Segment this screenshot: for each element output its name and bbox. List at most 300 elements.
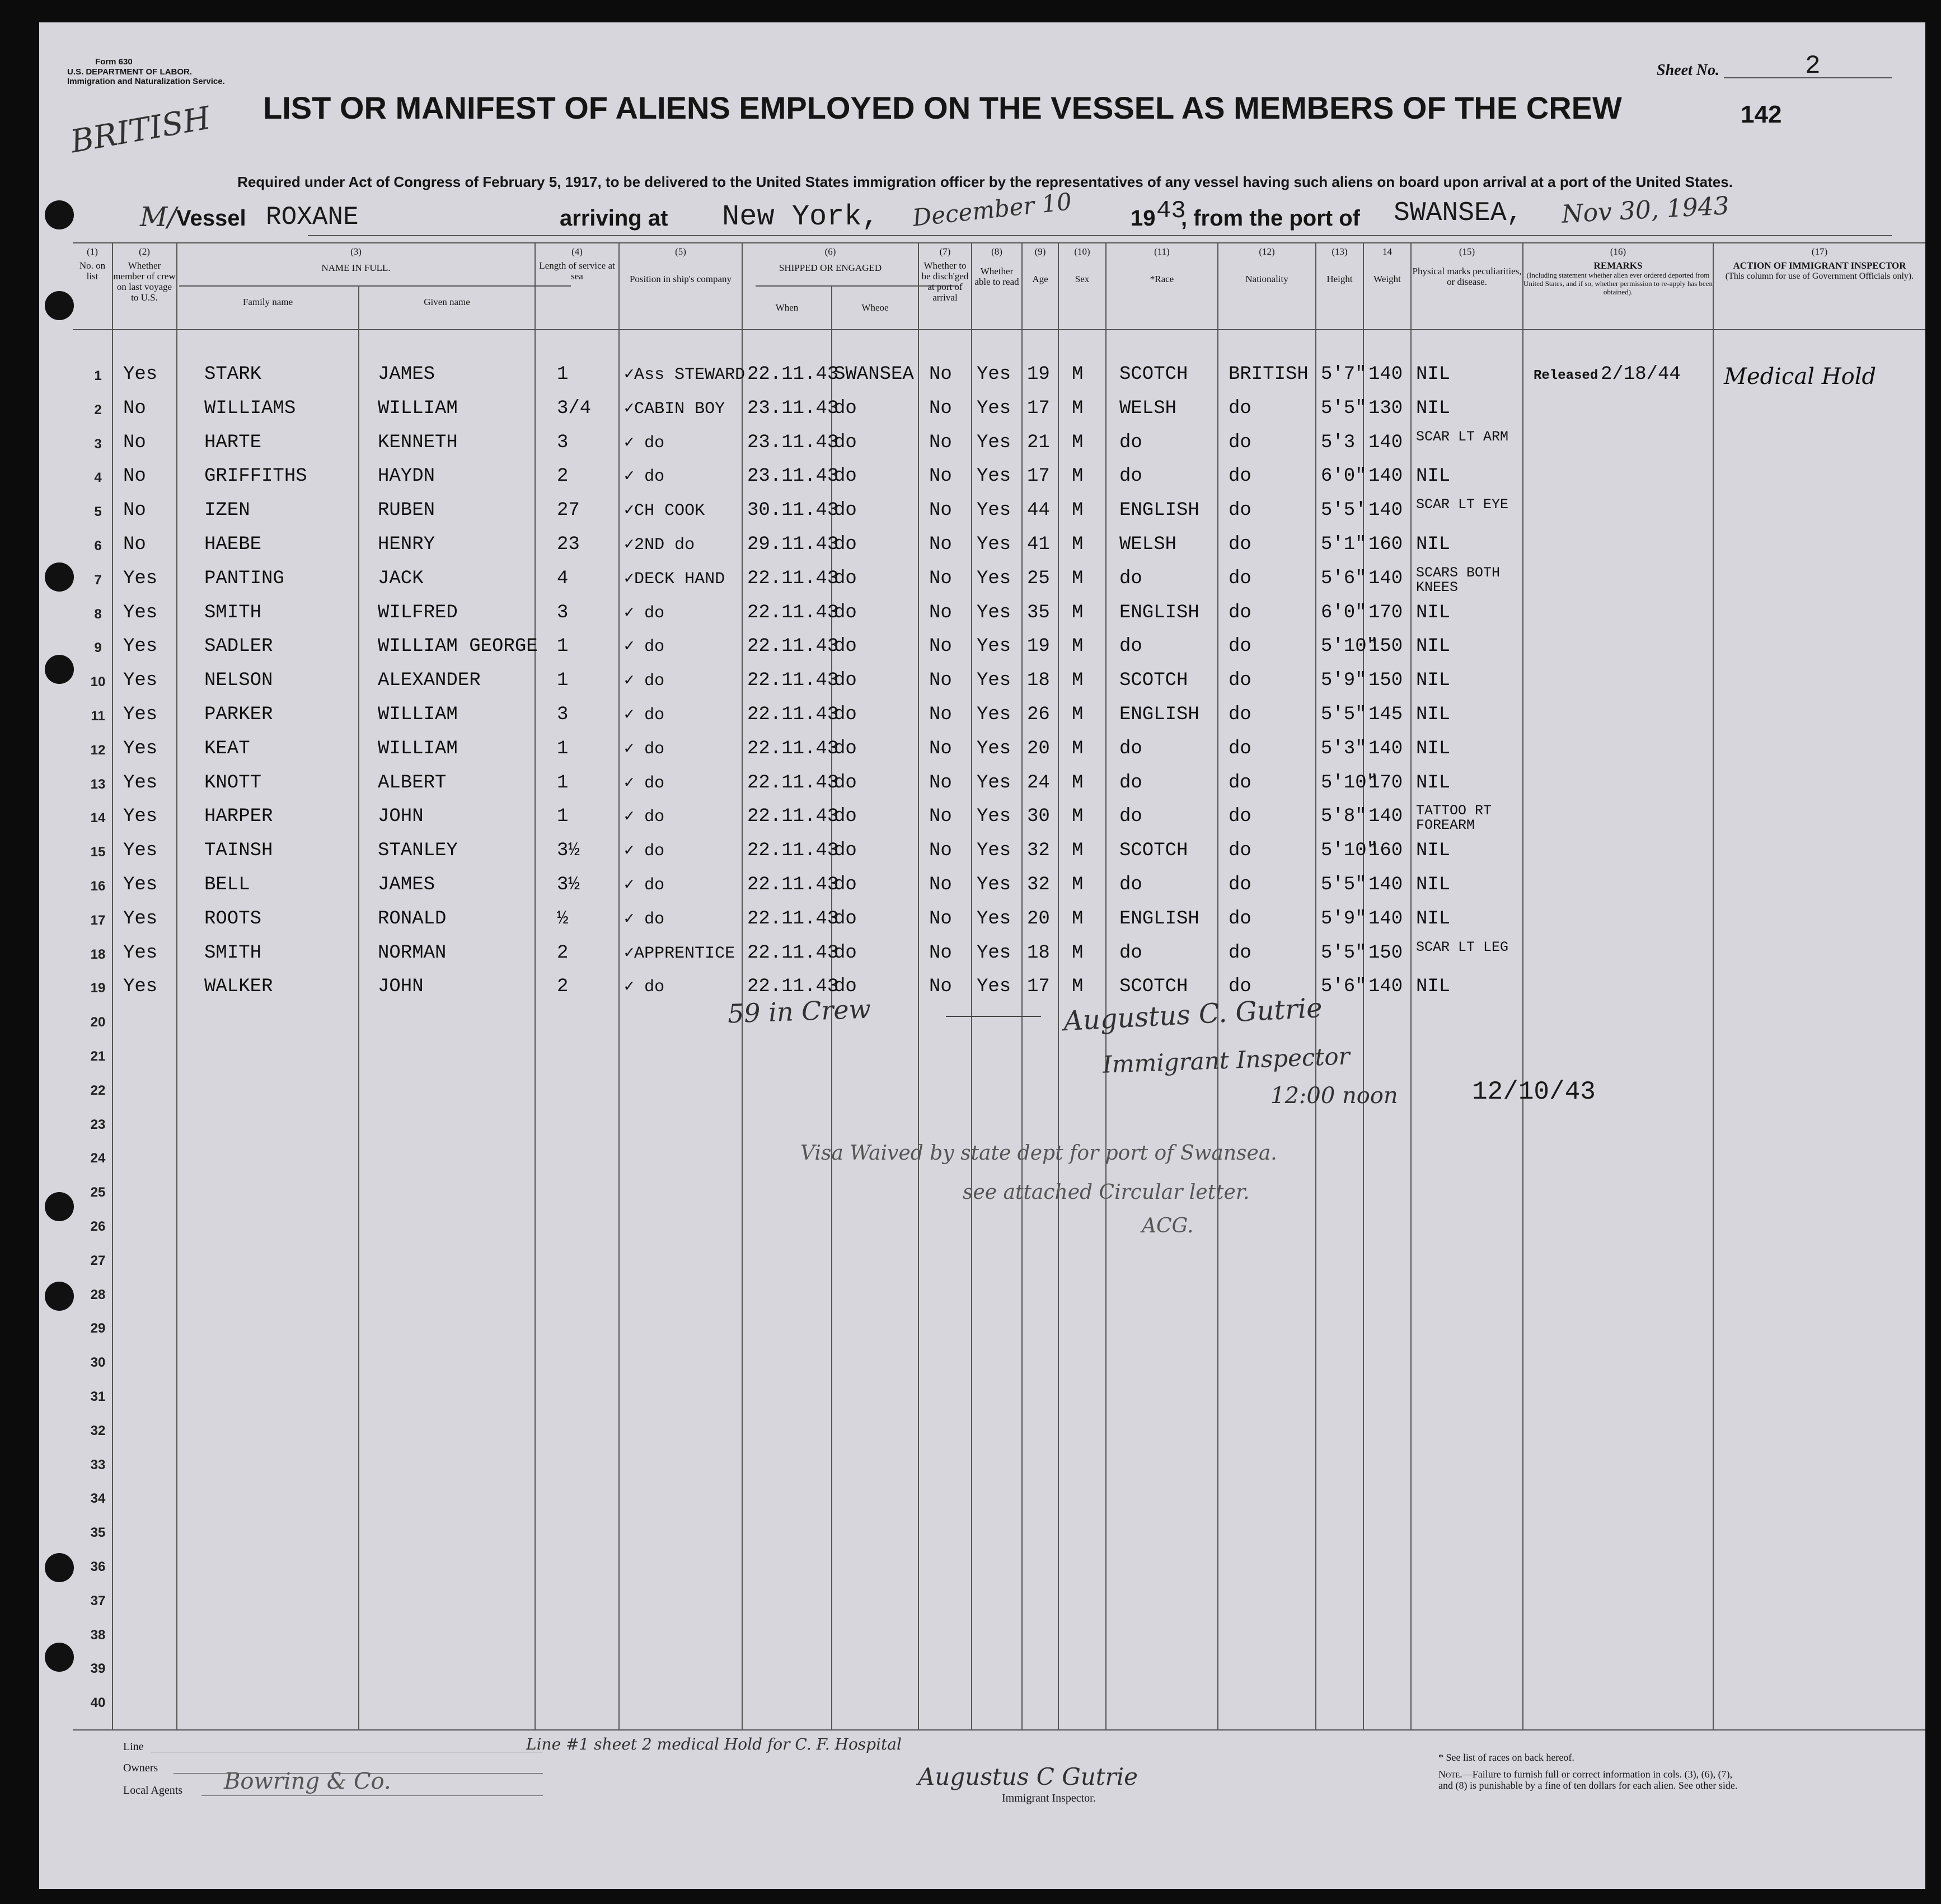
- cell-read: Yes: [977, 397, 1011, 419]
- cell-family: ROOTS: [204, 908, 262, 930]
- cell-marks: SCAR LT LEG: [1416, 939, 1509, 955]
- cell-age: 24: [1027, 772, 1050, 794]
- cell-family: HARTE: [204, 432, 262, 453]
- cell-sex: M: [1072, 466, 1084, 487]
- cell-race: do: [1119, 636, 1142, 658]
- cell-service: 1: [557, 738, 569, 759]
- cell-race: do: [1119, 806, 1142, 828]
- col-marks-label: Physical marks peculiarities, or disease.: [1412, 266, 1522, 287]
- cell-family: SADLER: [204, 636, 273, 658]
- dash-mark: [946, 1016, 1041, 1017]
- col-marks-header: [1412, 246, 1522, 287]
- cell-marks: SCAR LT EYE: [1416, 496, 1509, 513]
- cell-sex: M: [1072, 670, 1084, 692]
- cell-given: KENNETH: [378, 432, 458, 453]
- row-number: 21: [90, 1049, 106, 1064]
- col-no-header: [73, 246, 112, 282]
- cell-read: Yes: [977, 874, 1011, 895]
- form-number: Form 630: [95, 57, 133, 67]
- cell-height: 5'1": [1321, 534, 1367, 555]
- table-row: [39, 597, 1925, 630]
- year-prefix: 19: [1131, 206, 1156, 231]
- cell-marks: NIL: [1416, 670, 1451, 692]
- cell-age: 32: [1027, 874, 1050, 895]
- cell-nationality: do: [1229, 670, 1251, 692]
- cell-position: ✓ do: [624, 773, 665, 793]
- cell-when: 22.11.43: [747, 364, 839, 385]
- cell-race: do: [1119, 738, 1142, 759]
- cell-weight: 150: [1368, 636, 1403, 658]
- col-height-header: [1316, 246, 1363, 284]
- row-number: 30: [90, 1355, 106, 1371]
- cell-given: JOHN: [378, 806, 424, 828]
- cell-family: STARK: [204, 364, 262, 385]
- cell-read: Yes: [977, 976, 1011, 998]
- cell-nationality: do: [1229, 602, 1251, 623]
- row-number: 2: [94, 402, 102, 418]
- table-row: [39, 426, 1925, 460]
- penalty-note-label: Note.: [1438, 1769, 1462, 1780]
- table-row: [39, 528, 1925, 562]
- cell-read: Yes: [977, 840, 1011, 862]
- cell-position: ✓ do: [624, 706, 665, 725]
- cell-position: ✓ do: [624, 672, 665, 691]
- cell-when: 22.11.43: [747, 670, 839, 692]
- cell-sex: M: [1072, 602, 1084, 623]
- punch-hole: [45, 1553, 74, 1582]
- row-number: 33: [90, 1457, 106, 1472]
- cell-read: Yes: [977, 500, 1011, 522]
- row-number: 19: [90, 981, 106, 996]
- cell-height: 5'9": [1321, 908, 1367, 930]
- cell-read: Yes: [977, 806, 1011, 828]
- table-row: [39, 630, 1925, 664]
- arriving-date: December 10: [911, 187, 1073, 232]
- row-number: 28: [90, 1287, 106, 1302]
- immigrant-inspector-label: Immigrant Inspector.: [1002, 1792, 1096, 1804]
- col-family-header: Family name: [242, 297, 293, 307]
- cell-height: 5'8": [1321, 806, 1367, 828]
- cell-disch: No: [929, 772, 952, 794]
- row-number: 38: [90, 1627, 106, 1643]
- cell-nationality: do: [1229, 772, 1251, 794]
- cell-family: GRIFFITHS: [204, 466, 307, 487]
- initials-note: ACG.: [1142, 1214, 1194, 1237]
- cell-age: 25: [1027, 568, 1050, 589]
- cell-sex: M: [1072, 364, 1084, 385]
- cell-disch: No: [929, 432, 952, 453]
- table-row: [39, 937, 1925, 970]
- cell-nationality: do: [1229, 500, 1251, 522]
- col-age-label: Age: [1032, 274, 1048, 284]
- cell-where: do: [834, 500, 857, 522]
- cell-when: 22.11.43: [747, 568, 839, 589]
- row-number: 7: [94, 572, 102, 588]
- cell-position: ✓ do: [624, 637, 665, 657]
- cell-age: 19: [1027, 636, 1050, 658]
- cell-read: Yes: [977, 670, 1011, 692]
- row-number: 4: [94, 470, 102, 486]
- cell-where: do: [834, 840, 857, 862]
- cell-marks: NIL: [1416, 772, 1451, 794]
- arriving-port: New York,: [722, 200, 879, 233]
- cell-height: 5'5": [1321, 397, 1367, 419]
- col-disch-num: (7): [939, 246, 951, 257]
- cell-marks: NIL: [1416, 874, 1451, 895]
- cell-disch: No: [929, 636, 952, 658]
- cell-position: ✓ do: [624, 978, 665, 997]
- table-row: [39, 460, 1925, 494]
- cell-when: 22.11.43: [747, 772, 839, 794]
- cell-weight: 140: [1368, 874, 1403, 895]
- row-number: 5: [94, 504, 102, 520]
- cell-disch: No: [929, 908, 952, 930]
- row-number: 32: [90, 1423, 106, 1438]
- cell-given: JOHN: [378, 976, 424, 998]
- cell-disch: No: [929, 466, 952, 487]
- sheet-number: 2: [1805, 51, 1821, 81]
- cell-sex: M: [1072, 432, 1084, 453]
- col-given-header: Given name: [424, 297, 470, 307]
- cell-weight: 140: [1368, 738, 1403, 759]
- cell-marks: TATTOO RT FOREARM: [1416, 803, 1492, 834]
- row-number: 16: [90, 879, 106, 894]
- cell-weight: 145: [1368, 704, 1403, 725]
- table-row: [39, 392, 1925, 426]
- cell-given: WILLIAM: [378, 738, 458, 759]
- cell-sex: M: [1072, 908, 1084, 930]
- cell-weight: 150: [1368, 942, 1403, 964]
- cell-sex: M: [1072, 874, 1084, 895]
- cell-read: Yes: [977, 738, 1011, 759]
- line-label: Line: [123, 1741, 144, 1753]
- name-subheader-line: [179, 285, 571, 287]
- cell-family: HARPER: [204, 806, 273, 828]
- cell-given: WILLIAM: [378, 397, 458, 419]
- cell-when: 23.11.43: [747, 466, 839, 487]
- col-name-label: NAME IN FULL.: [321, 262, 391, 273]
- remarks-value: 2/18/44: [1601, 364, 1681, 385]
- cell-last-voyage: Yes: [123, 840, 158, 862]
- cell-where: do: [834, 908, 857, 930]
- col-sex-header: [1059, 246, 1105, 284]
- cell-family: TAINSH: [204, 840, 273, 862]
- inspector-title-note: Immigrant Inspector: [1102, 1042, 1351, 1078]
- row-number: 26: [90, 1219, 106, 1234]
- cell-position: ✓ do: [624, 603, 665, 623]
- row-number: 10: [90, 674, 106, 690]
- cell-position: ✓Ass STEWARD: [624, 365, 746, 384]
- cell-when: 22.11.43: [747, 602, 839, 623]
- manifest-page: [39, 22, 1925, 1889]
- cell-height: 5'6": [1321, 568, 1367, 589]
- cell-when: 22.11.43: [747, 636, 839, 658]
- cell-service: 1: [557, 364, 569, 385]
- cell-age: 32: [1027, 840, 1050, 862]
- cell-when: 23.11.43: [747, 432, 839, 453]
- cell-position: ✓CABIN BOY: [624, 399, 725, 419]
- cell-family: KEAT: [204, 738, 250, 759]
- col-position-num: (5): [675, 246, 686, 257]
- col-no-num: (1): [87, 246, 98, 257]
- cell-where: do: [834, 602, 857, 623]
- cell-service: 1: [557, 636, 569, 658]
- col-nationality-num: (12): [1259, 246, 1275, 257]
- col-action-num: (17): [1811, 246, 1828, 257]
- row-number: 29: [90, 1321, 106, 1336]
- cell-where: SWANSEA: [834, 364, 914, 385]
- cell-given: NORMAN: [378, 942, 447, 964]
- cell-height: 5'5": [1321, 942, 1367, 964]
- cell-when: 23.11.43: [747, 397, 839, 419]
- cell-disch: No: [929, 874, 952, 895]
- cell-read: Yes: [977, 432, 1011, 453]
- table-row: [39, 800, 1925, 834]
- col-service-header: [536, 246, 618, 282]
- vessel-prefix: M/: [140, 201, 177, 233]
- cell-where: do: [834, 432, 857, 453]
- cell-race: SCOTCH: [1119, 364, 1188, 385]
- cell-sex: M: [1072, 840, 1084, 862]
- cell-when: 22.11.43: [747, 704, 839, 725]
- cell-height: 5'5': [1321, 500, 1367, 522]
- table-row: [39, 562, 1925, 596]
- cell-marks: NIL: [1416, 840, 1451, 862]
- cell-weight: 170: [1368, 602, 1403, 623]
- row-number: 12: [90, 742, 106, 758]
- cell-family: SMITH: [204, 602, 262, 623]
- cell-where: do: [834, 397, 857, 419]
- cell-age: 18: [1027, 670, 1050, 692]
- cell-weight: 150: [1368, 670, 1403, 692]
- crew-count-note: 59 in Crew: [727, 993, 871, 1029]
- col-read-header: [972, 246, 1021, 287]
- cell-age: 35: [1027, 602, 1050, 623]
- cell-read: Yes: [977, 942, 1011, 964]
- cell-last-voyage: Yes: [123, 636, 158, 658]
- cell-family: NELSON: [204, 670, 273, 692]
- cell-nationality: do: [1229, 704, 1251, 725]
- cell-height: 6'0": [1321, 602, 1367, 623]
- cell-height: 5'5": [1321, 874, 1367, 895]
- cell-race: ENGLISH: [1119, 500, 1199, 522]
- col-weight-num: 14: [1382, 246, 1392, 257]
- cell-where: do: [834, 976, 857, 998]
- cell-nationality: do: [1229, 534, 1251, 555]
- cell-weight: 140: [1368, 806, 1403, 828]
- cell-weight: 140: [1368, 364, 1403, 385]
- col-sex-label: Sex: [1075, 274, 1090, 284]
- col-service-label: Length of service at sea: [539, 260, 615, 282]
- row-number: 39: [90, 1661, 106, 1677]
- cell-position: ✓ do: [624, 808, 665, 827]
- vessel-underline: [308, 235, 1892, 236]
- manifest-subtitle: Required under Act of Congress of February 5, 1917, to be delivered to the United States immigration officer by the representatives of any vessel having such aliens on board upon arrival at a port of the United States.: [237, 173, 1733, 190]
- cell-given: ALBERT: [378, 772, 447, 794]
- cell-marks: NIL: [1416, 636, 1451, 658]
- cell-service: 3: [557, 432, 569, 453]
- table-row: [39, 664, 1925, 698]
- cell-disch: No: [929, 602, 952, 623]
- cell-read: Yes: [977, 568, 1011, 589]
- row-number: 3: [94, 436, 102, 452]
- table-top-border: [73, 242, 1925, 243]
- col-read-label: Whether able to read: [974, 266, 1019, 287]
- agents-field: [201, 1795, 543, 1796]
- cell-where: do: [834, 942, 857, 964]
- row-number: 1: [94, 368, 102, 383]
- cell-when: 22.11.43: [747, 908, 839, 930]
- row-number: 34: [90, 1491, 106, 1507]
- cell-last-voyage: Yes: [123, 364, 158, 385]
- table-row: [39, 733, 1925, 766]
- cell-last-voyage: Yes: [123, 738, 158, 759]
- cell-last-voyage: Yes: [123, 602, 158, 623]
- cell-service: 3½: [557, 840, 580, 862]
- cell-nationality: do: [1229, 636, 1251, 658]
- cell-given: HENRY: [378, 534, 435, 555]
- cell-marks: NIL: [1416, 704, 1451, 725]
- table-row: [39, 869, 1925, 902]
- cell-weight: 140: [1368, 500, 1403, 522]
- service-name: Immigration and Naturalization Service.: [67, 77, 225, 86]
- col-age-header: [1023, 246, 1058, 284]
- cell-race: ENGLISH: [1119, 908, 1199, 930]
- cell-service: 1: [557, 670, 569, 692]
- row-number: 9: [94, 640, 102, 656]
- cell-height: 5'3": [1321, 738, 1367, 759]
- row-number: 27: [90, 1253, 106, 1268]
- cell-marks: NIL: [1416, 534, 1451, 555]
- cell-race: do: [1119, 942, 1142, 964]
- col-remarks-num: (16): [1610, 246, 1626, 257]
- table-header-border: [73, 329, 1925, 330]
- penalty-note-text: —Failure to furnish full or correct information in cols. (3), (6), (7), and (8) is punishable by a fine of ten dollars for each alien. See other side.: [1438, 1769, 1738, 1791]
- cell-when: 22.11.43: [747, 840, 839, 862]
- visa-note-line2: see attached Circular letter.: [963, 1181, 1250, 1204]
- cell-where: do: [834, 466, 857, 487]
- cell-nationality: do: [1229, 976, 1251, 998]
- cell-given: WILLIAM GEORGE: [378, 636, 538, 658]
- cell-position: ✓APPRENTICE: [624, 944, 735, 963]
- col-position-label: Position in ship's company: [629, 274, 732, 284]
- cell-last-voyage: Yes: [123, 908, 158, 930]
- cell-given: ALEXANDER: [378, 670, 481, 692]
- cell-last-voyage: Yes: [123, 806, 158, 828]
- cell-race: SCOTCH: [1119, 840, 1188, 862]
- cell-age: 19: [1027, 364, 1050, 385]
- race-footnote: * See list of races on back hereof.: [1438, 1752, 1574, 1763]
- cell-race: do: [1119, 466, 1142, 487]
- line-note: Line #1 sheet 2 medical Hold for C. F. Hospital: [526, 1735, 902, 1753]
- row-number: 23: [90, 1117, 106, 1132]
- cell-disch: No: [929, 976, 952, 998]
- cell-where: do: [834, 636, 857, 658]
- cell-disch: No: [929, 534, 952, 555]
- cell-read: Yes: [977, 772, 1011, 794]
- margin-note: BRITISH: [68, 100, 213, 161]
- cell-height: 5'3: [1321, 432, 1356, 453]
- col-remarks-label: REMARKS: [1593, 260, 1643, 271]
- cell-race: SCOTCH: [1119, 976, 1188, 998]
- cell-service: 3: [557, 704, 569, 725]
- col-weight-label: Weight: [1373, 274, 1401, 284]
- penalty-note: [1438, 1769, 1741, 1791]
- cell-position: ✓CH COOK: [624, 501, 705, 521]
- row-number: 31: [90, 1389, 106, 1404]
- col-shipped-header: [743, 246, 918, 273]
- col-position-header: [620, 246, 742, 284]
- punch-hole: [45, 1643, 74, 1672]
- cell-disch: No: [929, 840, 952, 862]
- row-number: 22: [90, 1082, 106, 1098]
- cell-nationality: do: [1229, 840, 1251, 862]
- cell-position: ✓DECK HAND: [624, 569, 725, 589]
- cell-sex: M: [1072, 772, 1084, 794]
- cell-service: 2: [557, 942, 569, 964]
- cell-marks: SCARS BOTH KNEES: [1416, 564, 1501, 595]
- col-sex-num: (10): [1074, 246, 1090, 257]
- row-number: 18: [90, 946, 106, 962]
- table-bottom-border: [73, 1729, 1925, 1731]
- vessel-name: ROXANE: [266, 203, 359, 232]
- col-disch-header: [919, 246, 971, 303]
- cell-last-voyage: Yes: [123, 772, 158, 794]
- cell-read: Yes: [977, 908, 1011, 930]
- cell-race: ENGLISH: [1119, 602, 1199, 623]
- sheet-label: Sheet No.: [1657, 62, 1719, 79]
- cell-family: WILLIAMS: [204, 397, 296, 419]
- cell-position: ✓ do: [624, 433, 665, 453]
- cell-where: do: [834, 806, 857, 828]
- cell-disch: No: [929, 568, 952, 589]
- cell-service: 1: [557, 806, 569, 828]
- row-number: 36: [90, 1559, 106, 1574]
- col-last-voyage-header: [113, 246, 176, 303]
- row-number: 25: [90, 1185, 106, 1200]
- cell-given: HAYDN: [378, 466, 435, 487]
- col-read-num: (8): [991, 246, 1002, 257]
- cell-sex: M: [1072, 397, 1084, 419]
- cell-marks: NIL: [1416, 364, 1451, 385]
- col-action-label: ACTION OF IMMIGRANT INSPECTOR: [1733, 260, 1906, 271]
- cell-last-voyage: Yes: [123, 704, 158, 725]
- cell-given: WILFRED: [378, 602, 458, 623]
- col-where-header: Wheoe: [861, 302, 889, 313]
- cell-height: 5'10": [1321, 636, 1379, 658]
- cell-where: do: [834, 568, 857, 589]
- cell-nationality: do: [1229, 432, 1251, 453]
- cell-read: Yes: [977, 364, 1011, 385]
- cell-service: 2: [557, 466, 569, 487]
- cell-sex: M: [1072, 942, 1084, 964]
- cell-nationality: do: [1229, 874, 1251, 895]
- cell-race: do: [1119, 772, 1142, 794]
- col-shipped-num: (6): [824, 246, 836, 257]
- row-number: 14: [90, 810, 106, 826]
- col-race-label: *Race: [1150, 274, 1174, 284]
- local-agents-label: Local Agents: [123, 1784, 183, 1797]
- cell-marks: NIL: [1416, 976, 1451, 998]
- cell-age: 18: [1027, 942, 1050, 964]
- col-race-header: [1107, 246, 1217, 284]
- from-port-label: , from the port of: [1181, 206, 1360, 231]
- cell-position: ✓2ND do: [624, 536, 695, 555]
- row-number: 37: [90, 1593, 106, 1608]
- date-note: 12/10/43: [1472, 1077, 1596, 1106]
- vessel-label: Vessel: [176, 206, 246, 231]
- cell-weight: 140: [1368, 568, 1403, 589]
